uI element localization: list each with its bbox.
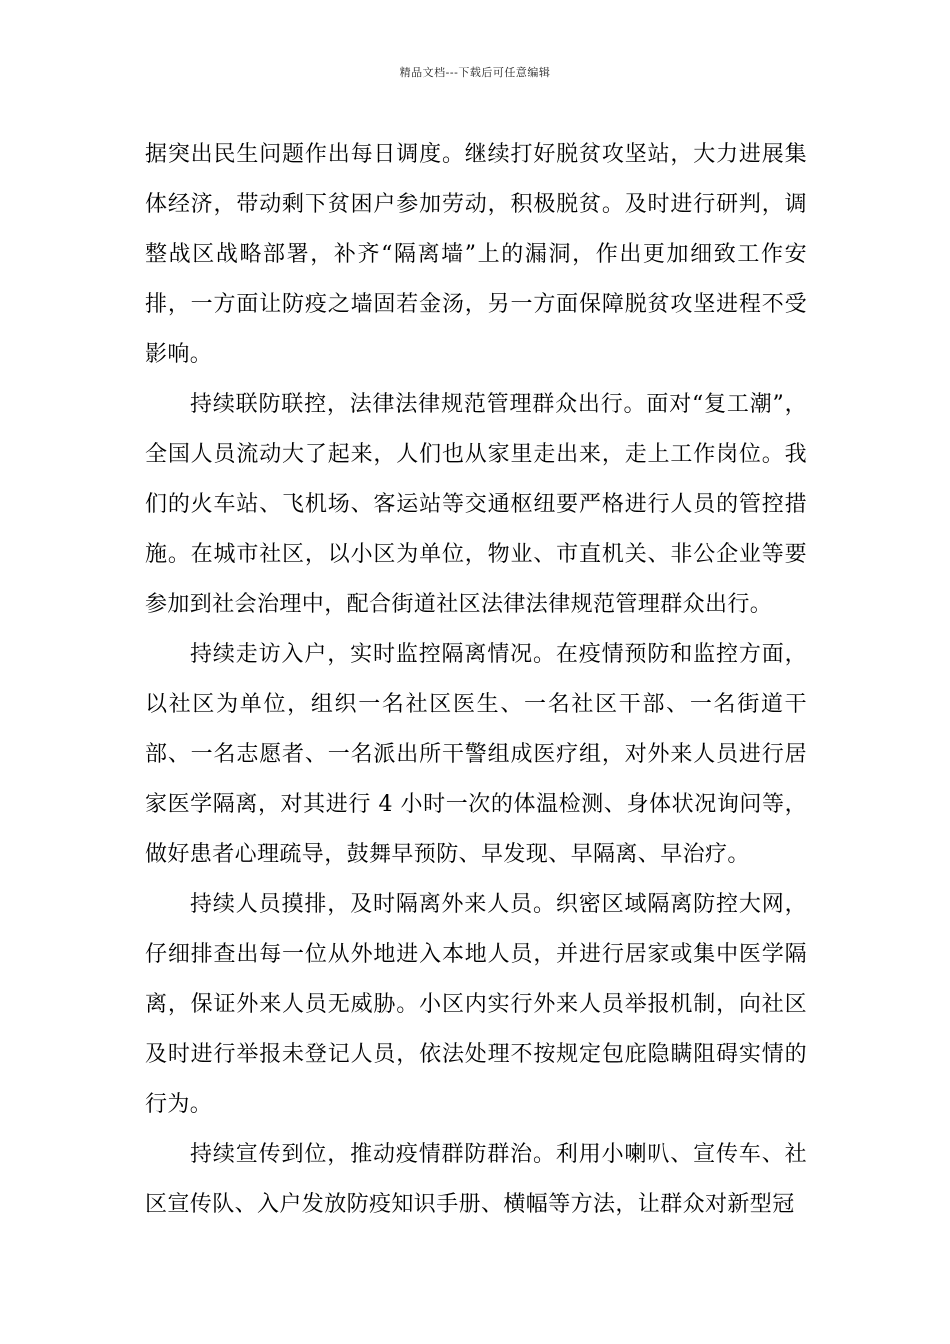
paragraph-publicity: 持续宣传到位，推动疫情群防群治。利用小喇叭、宣传车、社区宣传队、入户发放防疫知识手册、横幅等方法，让群众对新型冠 — [145, 1142, 807, 1217]
paragraph-continuation: 据突出民生问题作出每日调度。继续打好脱贫攻坚站，大力进展集体经济，带动剩下贫困户参加劳动，积极脱贫。及时进行研判，调整战区战略部署，补齐“隔离墙”上的漏洞，作出更加细致工作安排，一方面让防疫之墙固若金汤，另一方面保障脱贫攻坚进程不受影响。 — [145, 142, 807, 367]
paragraph-personnel-screening: 持续人员摸排，及时隔离外来人员。织密区域隔离防控大网，仔细排查出每一位从外地进入本地人员，并进行居家或集中医学隔离，保证外来人员无威胁。小区内实行外来人员举报机制，向社区及时进行举报未登记人员，依法处理不按规定包庇隐瞒阻碍实情的行为。 — [145, 892, 807, 1117]
paragraph-joint-prevention: 持续联防联控，法律法律规范管理群众出行。面对“复工潮”，全国人员流动大了起来，人们也从家里走出来，走上工作岗位。我们的火车站、飞机场、客运站等交通枢纽要严格进行人员的管控措施。在城市社区，以小区为单位，物业、市直机关、非公企业等要参加到社会治理中，配合街道社区法律法律规范管理群众出行。 — [145, 392, 807, 617]
document-body — [145, 130, 807, 1230]
paragraph-household-visits: 持续走访入户，实时监控隔离情况。在疫情预防和监控方面，以社区为单位，组织一名社区医生、一名社区干部、一名街道干部、一名志愿者、一名派出所干警组成医疗组，对外来人员进行居家医学隔离，对其进行 4 小时一次的体温检测、身体状况询问等，做好患者心理疏导，鼓舞早预防、早发现、早隔离、早治疗。 — [145, 642, 807, 867]
page-header: 精品文档---下载后可任意编辑 — [399, 66, 551, 79]
